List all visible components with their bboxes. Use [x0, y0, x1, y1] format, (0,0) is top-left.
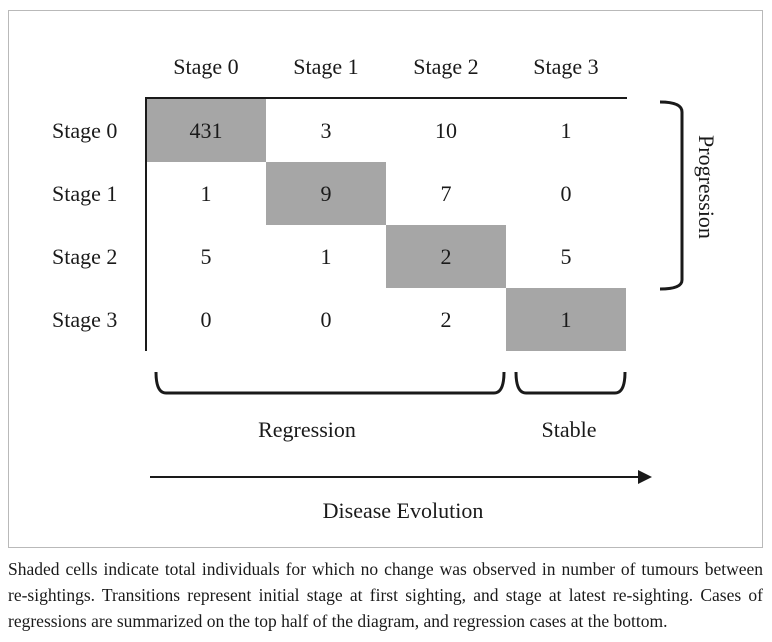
row-header-stage-0: Stage 0 [52, 118, 118, 143]
cell-0-2: 10 [435, 118, 457, 143]
figure-caption: Shaded cells indicate total individuals for which no change was observed in number of tumours between re-sightings. Transitions represent initial stage at first sighting, and stage at latest re-sighting. Cases of regressions are summarized on the top half of the diagram, and regression cases at the bottom. [8, 559, 763, 631]
row-header-stage-3: Stage 3 [52, 307, 118, 332]
cell-0-1: 3 [320, 118, 332, 143]
cell-2-3: 5 [560, 244, 572, 269]
cell-2-1: 1 [320, 244, 332, 269]
stable-label: Stable [541, 417, 597, 442]
cell-1-2: 7 [440, 181, 452, 206]
disease-evolution-arrow-head [638, 470, 652, 484]
col-header-stage-1: Stage 1 [293, 54, 359, 79]
regression-label: Regression [258, 417, 356, 442]
cell-0-0: 431 [146, 99, 266, 162]
col-header-stage-0: Stage 0 [173, 54, 239, 79]
cell-2-2: 2 [386, 225, 506, 288]
cell-1-0: 1 [200, 181, 212, 206]
progression-brace [660, 102, 682, 289]
cell-3-3: 1 [506, 288, 626, 351]
row-header-stage-2: Stage 2 [52, 244, 118, 269]
row-header-stage-1: Stage 1 [52, 181, 118, 206]
cell-3-0: 0 [200, 307, 212, 332]
progression-label: Progression [694, 135, 719, 239]
cell-3-2: 2 [440, 307, 452, 332]
cell-1-3: 0 [560, 181, 572, 206]
disease-evolution-label: Disease Evolution [322, 498, 484, 523]
cell-2-0: 5 [200, 244, 212, 269]
col-header-stage-3: Stage 3 [533, 54, 599, 79]
cell-1-1: 9 [266, 162, 386, 225]
cell-3-1: 0 [320, 307, 332, 332]
col-header-stage-2: Stage 2 [413, 54, 479, 79]
regression-brace [156, 372, 504, 393]
stable-brace [516, 372, 625, 393]
cell-0-3: 1 [560, 118, 572, 143]
